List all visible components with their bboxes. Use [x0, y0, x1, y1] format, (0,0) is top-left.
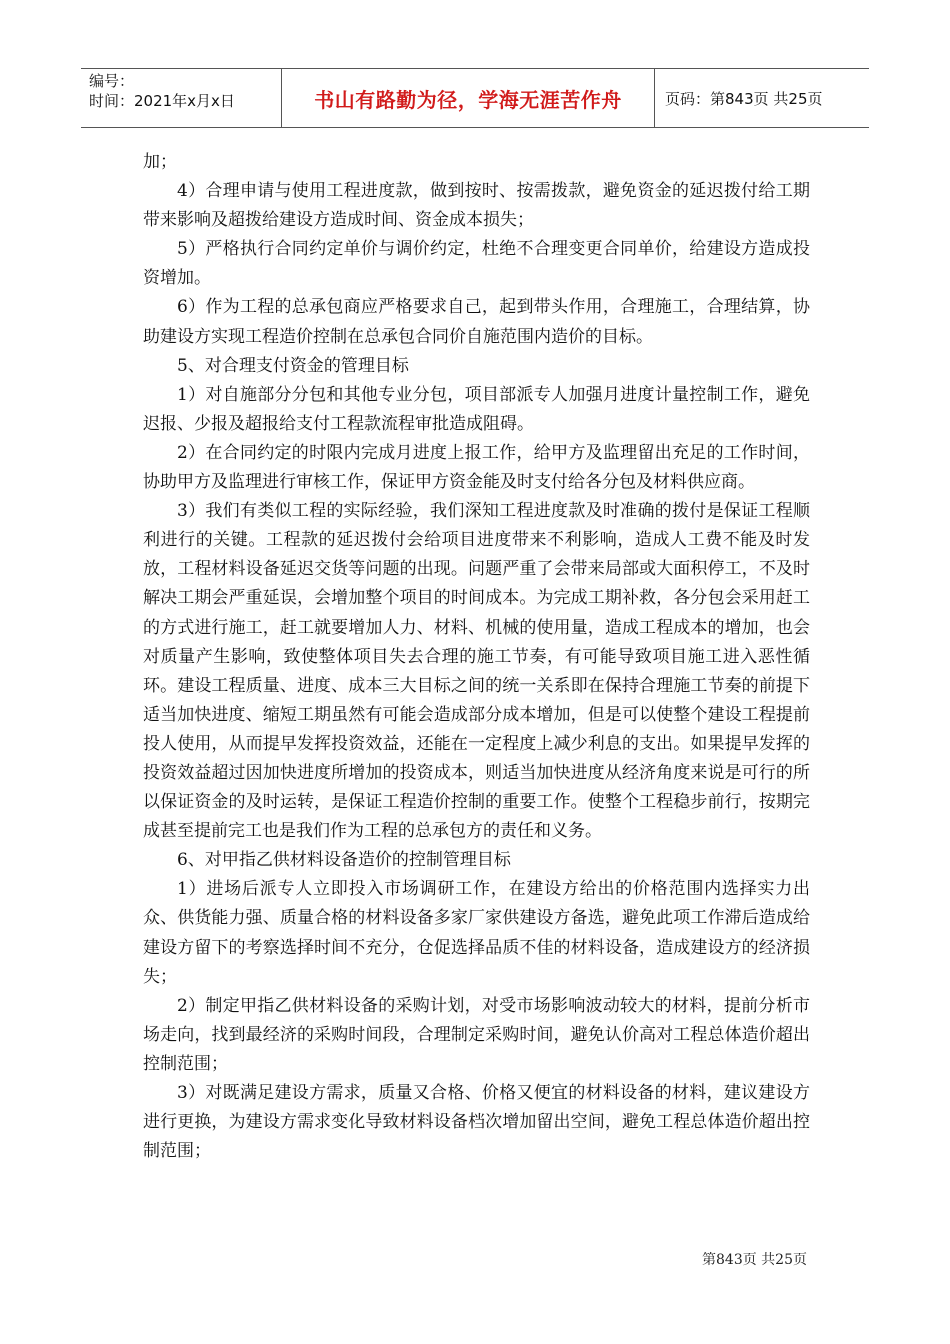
paragraph: 5）严格执行合同约定单价与调价约定，杜绝不合理变更合同单价，给建设方造成投资增加。: [143, 239, 810, 289]
document-number-label: 编号：: [89, 72, 135, 90]
header-page-info: 页码：第843页 共25页: [665, 89, 823, 108]
header-meta: [81, 69, 281, 127]
paragraph: 6）作为工程的总承包商应严格要求自己，起到带头作用，合理施工，合理结算，协助建设方实现工程造价控制在总承包合同价自施范围内造价的目标。: [143, 297, 810, 347]
section-heading: 6、对甲指乙供材料设备造价的控制管理目标: [177, 850, 511, 871]
paragraph: 1）对自施部分分包和其他专业分包，项目部派专人加强月进度计量控制工作，避免迟报、少报及超报给支付工程款流程审批造成阻碍。: [143, 384, 810, 434]
section-heading: 5、对合理支付资金的管理目标: [177, 355, 409, 376]
paragraph: 加；: [143, 152, 177, 172]
paragraph: 2）制定甲指乙供材料设备的采购计划，对受市场影响波动较大的材料，提前分析市场走向，找到最经济的采购时间段，合理制定采购时间，避免认价高对工程总体造价超出控制范围；: [143, 995, 810, 1074]
document-body: [143, 148, 810, 1166]
page-footer: 第843页 共25页: [702, 1252, 807, 1268]
paragraph: 2）在合同约定的时限内完成月进度上报工作，给甲方及监理留出充足的工作时间，协助甲方及监理进行审核工作，保证甲方资金能及时支付给各分包及材料供应商。: [143, 442, 810, 493]
header-motto: 书山有路勤为径，学海无涯苦作舟: [281, 69, 655, 127]
paragraph: 1）进场后派专人立即投入市场调研工作，在建设方给出的价格范围内选择实力出众、供货能力强、质量合格的材料设备多家厂家供建设方备选，避免此项工作滞后造成给建设方留下的考察选择时间不充分，仓促选择品质不佳的材料设备，造成建设方的经济损失；: [143, 879, 810, 987]
paragraph: 3）对既满足建设方需求，质量又合格、价格又便宜的材料设备的材料，建议建设方进行更换，为建设方需求变化导致材料设备档次增加留出空间，避免工程总体造价超出控制范围；: [143, 1083, 810, 1162]
document-date: 时间：2021年x月x日: [89, 92, 235, 110]
page-header: [81, 68, 869, 128]
paragraph: 4）合理申请与使用工程进度款，做到按时、按需拨款，避免资金的延迟拨付给工期带来影响及超拨给建设方造成时间、资金成本损失；: [143, 181, 810, 231]
paragraph: 3）我们有类似工程的实际经验，我们深知工程进度款及时准确的拨付是保证工程顺利进行的关键。工程款的延迟拨付会给项目进度带来不利影响，造成人工费不能及时发放，工程材料设备延迟交货等问题的出现。问题严重了会带来局部或大面积停工，不及时解决工期会严重延误，会增加整个项目的时间成本。为完成工期补救，各分包会采用赶工的方式进行施工，赶工就要增加人力、材料、机械的使用量，造成工程成本的增加，也会对质量产生影响，致使整体项目失去合理的施工节奏，有可能导致项目施工进入恶性循环。建设工程质量、进度、成本三大目标之间的统一关系即在保持合理施工节奏的前提下适当加快进度、缩短工期虽然有可能会造成部分成本增加，但是可以使整个建设工程提前投人使用，从而提早发挥投资效益，还能在一定程度上减少利息的支出。如果提早发挥的投资效益超过因加快进度所增加的投资成本，则适当加快进度从经济角度来说是可行的所以保证资金的及时运转，是保证工程造价控制的重要工作。使整个工程稳步前行，按期完成甚至提前完工也是我们作为工程的总承包方的责任和义务。: [143, 501, 810, 842]
